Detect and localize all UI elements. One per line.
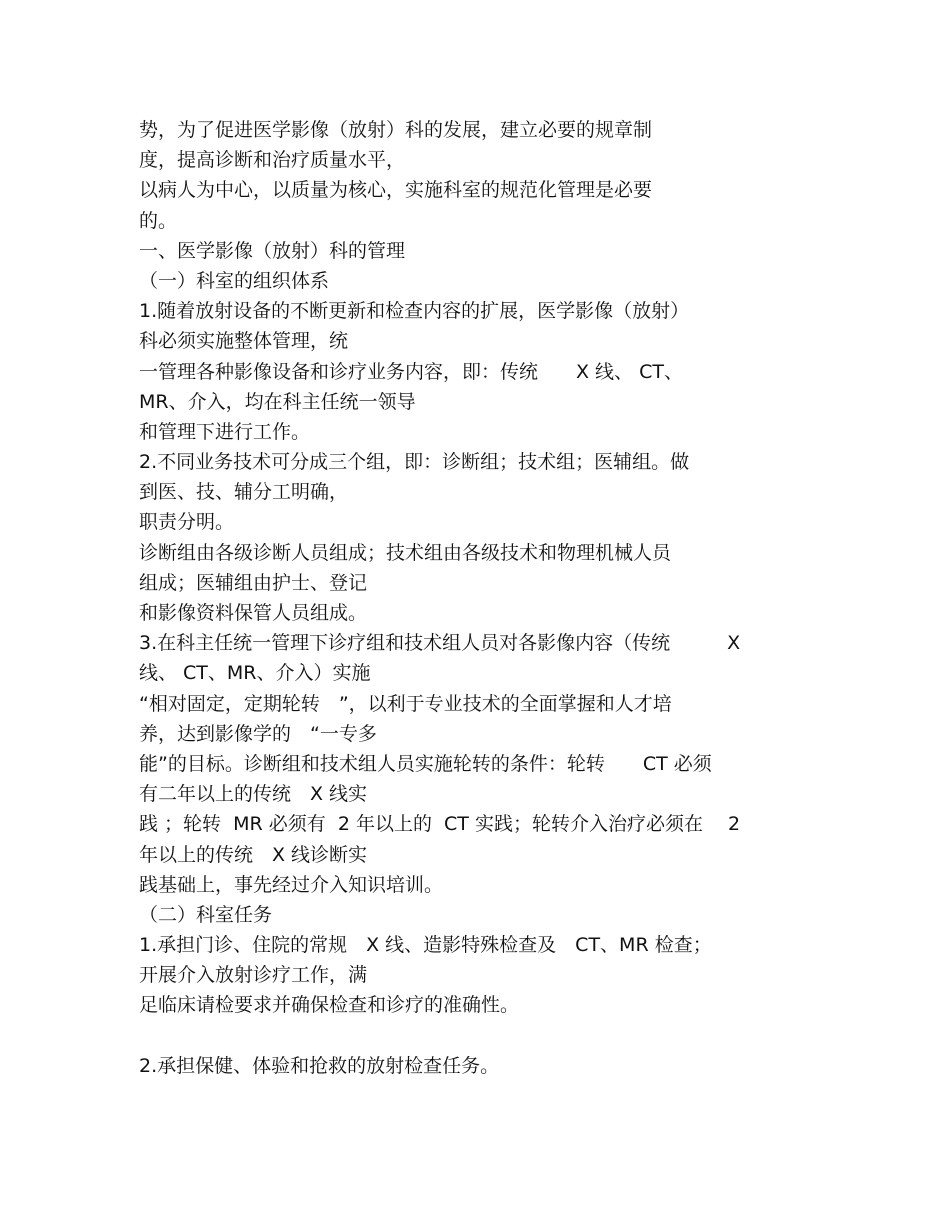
text-line: 能”的目标。诊断组和技术组人员实施轮转的条件：轮转 CT 必须 [139,752,712,775]
document-body [139,115,819,1081]
text-line: 1.随着放射设备的不断更新和检查内容的扩展，医学影像（放射） [139,300,690,323]
text-line: 和管理下进行工作。 [139,420,311,443]
text-line: 职责分明。 [139,511,235,534]
text-line: 度，提高诊断和治疗质量水平， [139,149,406,172]
text-line: 践基础上，事先经过介入知识培训。 [139,873,444,896]
text-line: 1.承担门诊、住院的常规 X 线、造影特殊检查及 CT、MR 检查； [139,934,712,957]
text-line: 和影像资料保管人员组成。 [139,602,368,624]
text-line: 线、 CT、MR、介入）实施 [139,662,371,685]
text-line: 科必须实施整体管理，统 [139,330,349,353]
text-line: 诊断组由各级诊断人员组成；技术组由各级技术和物理机械人员 [139,541,672,564]
text-line: 开展介入放射诊疗工作，满 [139,964,368,987]
blank-line [139,1021,819,1051]
text-line: 的。 [139,209,178,232]
text-line: 组成；医辅组由护士、登记 [139,571,368,594]
subsection-heading: （一）科室的组织体系 [139,269,330,292]
text-line: 有二年以上的传统 X 线实 [139,783,368,806]
text-line: 以病人为中心，以质量为核心，实施科室的规范化管理是必要 [139,179,653,202]
text-line: 一管理各种影像设备和诊疗业务内容，即：传统 X 线、 CT、 [139,360,683,383]
section-heading: 一、医学影像（放射）科的管理 [139,239,406,262]
subsection-heading: （二）科室任务 [139,903,273,926]
text-line: 到医、技、辅分工明确， [139,481,349,504]
text-line: 2.不同业务技术可分成三个组，即：诊断组；技术组；医辅组。做 [139,451,690,474]
text-line: 养，达到影像学的 “一专多 [139,722,377,745]
text-line: 势，为了促进医学影像（放射）科的发展，建立必要的规章制 [139,119,653,141]
text-line: 践 ；轮转 MR 必须有 2 年以上的 CT 实践；轮转介入治疗必须在 2 [139,813,741,836]
text-line: 3.在科主任统一管理下诊疗组和技术组人员对各影像内容（传统 X [139,632,741,655]
text-line: 2.承担保健、体验和抢救的放射检查任务。 [139,1054,500,1077]
text-line: MR、介入，均在科主任统一领导 [139,390,416,413]
text-line: 年以上的传统 X 线诊断实 [139,843,368,866]
text-line: 足临床请检要求并确保检查和诊疗的准确性。 [139,994,520,1017]
text-line: “相对固定，定期轮转 ”，以利于专业技术的全面掌握和人才培 [139,692,672,715]
